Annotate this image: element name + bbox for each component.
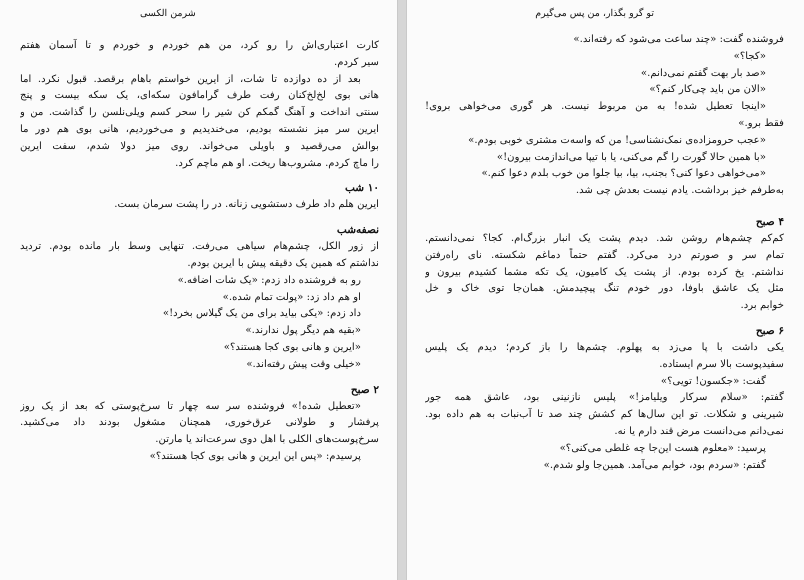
section-heading: ۲ صبح [350, 383, 379, 396]
spacer [20, 214, 379, 222]
dialogue-line: «الان من باید چی‌کار کنم؟» [649, 84, 766, 96]
text-line: نداشتم که همین یک دقیقه پیش با ایرین بودم. [187, 257, 379, 269]
dialogue-line: فقط برو.» [738, 117, 784, 129]
text-line: تمام سر و صورتم درد می‌کرد. گفتم حتماً دماغم شکسته. نای راه‌رفتن [425, 249, 784, 261]
page-header: تو گرو بگذار، من پس می‌گیرم [535, 8, 654, 19]
dialogue-line: «عجب حرومزاده‌ی نمک‌نشناسی! من که واسه‌ت مشتری خوبی بودم.» [468, 134, 766, 146]
dialogue-line: پرسیدم: «پس این ایرین و هانی بوی کجا هستند؟» [149, 450, 361, 462]
text-line: سفیدپوست بالا سرم ایستاده. [659, 358, 784, 370]
dialogue-line: او هم داد زد: «پولت تمام شده.» [222, 291, 361, 303]
text-line: «تعطیل شده!» فروشنده سر سه چهار تا سرخ‌پوستی که بعد از یک روز [20, 400, 361, 412]
spacer [425, 24, 784, 32]
dialogue-line: «ایرین و هانی بوی کجا هستند؟» [223, 341, 361, 353]
page-header: شرمن الکسی [140, 8, 196, 19]
text-line: پرفشار و طولانی عرق‌خوری، همچنان مشغول بودند داد می‌کشید. [20, 417, 379, 429]
dialogue-line: «با همین حالا گورت را گم می‌کنی، یا با تیپا می‌اندازمت بیرون!» [496, 151, 766, 163]
text-line: نداشتم. یخ کرده بودم. از پشت یک کامیون، یک تکه مشما کشیدم بیرون و [425, 266, 784, 278]
dialogue-line: گفتم: «سردم بود، خوابم می‌آمد. همین‌جا ولو شدم.» [543, 459, 766, 471]
text-line: کم‌کم چشم‌هام روشن شد. دیدم پشت یک انبار بزرگ‌ام. کجا؟ نمی‌دانستم. [425, 232, 784, 244]
text-line: مثل یک عاشق باوفا، دور خودم تنگ پیچیدمش. همان‌جا توی خاک و خل [425, 283, 784, 295]
text-line: بوالش می‌رقصید و باویلی می‌خواند. روی میز دولا شدم، سفت ایرین [20, 140, 379, 152]
dialogue-line: به‌طرفم خیز برداشت. یادم نیست بعدش چی شد. [575, 185, 784, 197]
book-gutter [398, 0, 406, 580]
text-line: خوابم برد. [740, 300, 784, 312]
dialogue-line: «خیلی وقت پیش رفته‌اند.» [246, 358, 361, 370]
section-heading: ۴ صبح [755, 215, 784, 228]
dialogue-line: رو به فروشنده داد زدم: «یک شات اضافه.» [177, 274, 361, 286]
section-heading: ۱۰ شب [344, 182, 379, 195]
text-line: ایرین سر میز نشسته بودیم، می‌خندیدیم و می‌خوردیم، هانی بوی هم دور ما [20, 123, 379, 135]
spacer [425, 200, 784, 214]
right-page [406, 0, 804, 580]
dialogue-line: «صد بار بهت گفتم نمی‌دانم.» [640, 67, 766, 79]
text-line: را ماچ کردم. مشروب‌ها ریخت. او هم ماچم کرد. [175, 157, 379, 169]
text-line: سنتی انداخت و آهنگ گمکم کن شیر را سحر کسم ویلی‌نلسن را گذاشت. من و [20, 107, 379, 119]
text-line: از زور الکل، چشم‌هام سیاهی می‌رفت. تنهایی وسط بار مانده بودم. تردید [20, 241, 379, 253]
text-line: ایرین هلم داد طرف دستشویی زنانه. در را پشت سرمان بست. [114, 199, 379, 211]
text-line: سرخ‌پوست‌های الکلی با اهل دوی سرعت‌اند یا مارتن. [155, 434, 379, 446]
spacer [20, 172, 379, 180]
text-line: کارت اعتباری‌اش را رو کرد، من هم خوردم و خوردم و تا آسمان هفتم [20, 40, 379, 51]
dialogue-line: «کجا؟» [733, 50, 766, 62]
text-line: نمی‌دانم می‌دانست مرض قند دارم یا نه. [614, 425, 784, 437]
dialogue-line: پرسید: «معلوم هست این‌جا چه غلطی می‌کنی؟» [559, 442, 766, 454]
dialogue-line: داد زدم: «یکی بیاید برای من یک گیلاس بخرد!» [162, 308, 361, 320]
text-line: سیر کردم. [333, 56, 379, 68]
dialogue-line: فروشنده گفت: «چند ساعت می‌شود که رفته‌اند.» [573, 34, 784, 45]
section-heading: نصفه‌شب [336, 224, 379, 237]
dialogue-line: «اینجا تعطیل شده! به من مربوط نیست. هر گوری می‌خواهی بروی! [425, 101, 766, 113]
dialogue-line: گفت: «جکسون! تویی؟» [660, 375, 766, 387]
dialogue-line: «می‌خواهی دعوا کنی؟ بجنب، بیا، بیا جلوا من خوب بلدم دعوا کنم.» [481, 168, 766, 180]
spacer [425, 315, 784, 323]
text-line: شیرینی و شکلات. تو این سال‌ها کم کشش چند صد تا آب‌نبات به هم داده بود. [425, 409, 784, 421]
spacer [20, 374, 379, 382]
left-page [0, 0, 398, 580]
section-heading: ۶ صبح [755, 324, 784, 337]
dialogue-line: گفتم: «سلام سرکار ویلیامز!» پلیس نازنینی بود، عاشق همه جور [425, 392, 784, 404]
text-line: هانی بوی لخ‌لخ‌کنان رفت طرف گرامافون سکه‌ای، یک سکه بیست و پنج [20, 90, 379, 102]
spacer [20, 24, 379, 38]
text-line: بعد از ده دوازده تا شات، از ایرین خواستم باهام برقصد. قبول نکرد. اما [20, 73, 361, 85]
dialogue-line: «بقیه هم دیگر پول ندارند.» [245, 325, 361, 337]
text-line: یکی داشت با پا می‌زد به پهلوم. چشم‌ها را باز کردم؛ دیدم یک پلیس [425, 341, 784, 353]
